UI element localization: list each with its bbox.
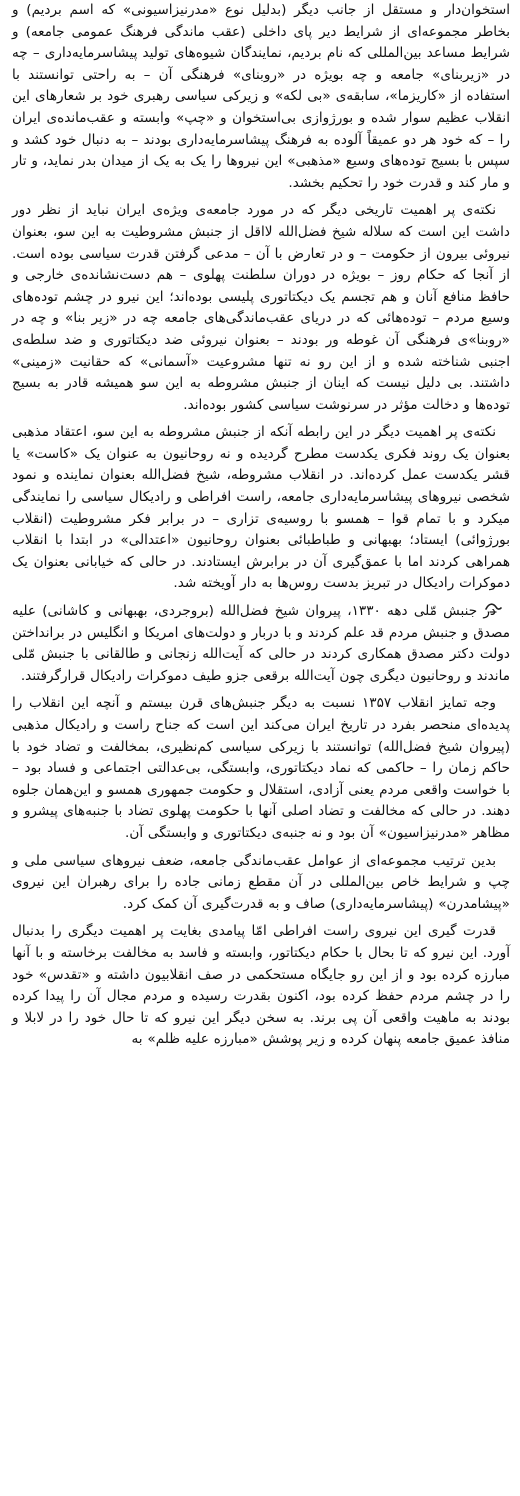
paragraph-5: وجه تمایز انقلاب ۱۳۵۷ نسبت به دیگر جنبش‌های قرن بیستم و آنچه این انقلاب را پدیده‌ای منحصر بفرد در تاریخ ایران می‌کند این است که جناح راست و رادیکال مذهبی (پیروان شیخ فضل‌الله) توانستند با زیرکی سیاسی کم‌نظیری، بمخالفت و تضاد خود با حاکم زمان را – حاکمی که نماد دیکتاتوری، وابستگی، بی‌عدالتی اجتماعی و فساد بود – با خواست واقعی مردم یعنی آزادی، استقلال و حکومت جمهوری همسو و این‌همان جلوه دهند. در حالی که مخالفت و تضاد اصلی آنها با حکومت پهلوی تضاد با جنبه‌های پیشرو و مظاهر «مدرنیزاسیون» آن بود و نه جنبه‌ی دیکتاتوری و وابستگی آن. [12, 695, 510, 841]
paragraph-3: نکته‌ی پر اهمیت دیگر در این رابطه آنکه از جنبش مشروطه به این سو، اعتقاد مذهبی بعنوان یک روند فکری یکدست مطرح گردیده و نه روحانیون به عنوان یک «کاست» یا قشر یکدست عمل کرده‌اند. در انقلاب مشروطه، شیخ فضل‌الله بعنوان نماینده و نمود شخصی نیروهای پیشاسرمایه‌داری جامعه، راست افراطی و رادیکال سیاسی را نمایندگی میکرد و با تمام قوا – همسو با روسیه‌ی تزاری – در برابر فکر مشروطیت (انقلاب بورژوائی) ایستاد؛ بهبهانی و طباطبائی بعنوان روحانیون «اعتدالی» در ابتدا با انقلاب همراهی کردند اما با عمق‌گیری آن در برابرش ایستادند. در حالی که خیابانی بعنوان یک دموکرات رادیکال در تبریز بدست روس‌ها به دار آویخته شد. [12, 424, 510, 592]
paragraph-7: قدرت گیری این نیروی راست افراطی امّا پیامدی بغایت پر اهمیت دیگری را بدنبال آورد. این نیرو که تا بحال با حکام دیکتاتور، وابسته و فاسد به مخالفت برخاسته و با آنها مبارزه کرده بود و از این رو جایگاه مستحکمی در صف انقلابیون داشته و «تقدس» خود را در چشم مردم حفظ کرده بود، اکنون بقدرت رسیده و مردم مجال آن را پیدا کرده بودند به ماهیت واقعی آن پی برند. به سخن دیگر این نیرو که تا حال خود را در لابلا و منافذ عمیق جامعه پنهان کرده و زیر پوشش «مبارزه علیه ظلم» به [12, 923, 510, 1048]
paragraph-6: بدین ترتیب مجموعه‌ای از عوامل عقب‌ماندگی جامعه، ضعف نیروهای سیاسی ملی و چپ و شرایط خاص بین‌المللی در آن مقطع زمانی جاده را برای رهبران این نیروی «پیشامدرن» (پیشاسرمایه‌داری) صاف و به قدرت‌گیری آن کمک کرد. [12, 852, 510, 912]
handwritten-margin-mark-icon [482, 597, 504, 619]
paragraph-1: استخوان‌دار و مستقل از جانب دیگر (بدلیل نوع «مدرنیزاسیونی» که اسم بردیم) و بخاطر مجموعه‌ای از شرایط دیر پای داخلی (عقب ماندگی فرهنگ عمومی جامعه) و شرایط مساعد بین‌المللی که نام بردیم، نمایندگان شیوه‌های تولید پیشاسرمایه‌داری – چه در «زیربنای» جامعه و چه بویژه در «روبنای» فرهنگی آن – به راحتی توانستند با استفاده از «کاریزما»، سابقه‌ی «بی لکه» و زیرکی سیاسی رهبری خود بر شعارهای این انقلاب عظیم سوار شده و بورژوازی بی‌استخوان و «چپ» وابسته و عقب‌مانده‌ی ایران را – که خود هر دو عمیقاً آلوده به فرهنگ پیشاسرمایه‌داری بودند – به دنبال خود کشد و سپس با بسیج توده‌های وسیع «مذهبی» این نیروها را یک به یک از میدان بدر نماید، و تار و مار کند و قدرت خود را تحکیم بخشد. [12, 2, 510, 191]
paragraph-2: نکته‌ی پر اهمیت تاریخی دیگر که در مورد جامعه‌ی ویژه‌ی ایران نباید از نظر دور داشت این است که سلاله شیخ فضل‌الله لااقل از جنبش مشروطیت به این سو، بعنوان نیروئی بیرون از حکومت – و در تعارض با آن – مدعی گرفتن قدرت سیاسی بوده است. از آنجا که حکام روز – بویژه در دوران سلطنت پهلوی – هم دست‌نشانده‌ی خارجی و حافظ منافع آنان و هم تجسم یک دیکتاتوری پلیسی بوده‌اند؛ این نیرو در چشم توده‌های وسیع مردم – توده‌هائی که در دریای عقب‌ماندگی‌های جامعه چه در «زیر بنا» و چه در «روبنا»ی فرهنگی آن غوطه ور بودند – بعنوان نیروئی ضد دیکتاتوری و ضد سلطه‌ی اجنبی شناخته شده و از این رو نه تنها مشروعیت «آسمانی» که حقانیت «زمینی» داشتند. بی دلیل نیست که اینان از جنبش مشروطه به این سو همیشه قادر به بسیج توده‌ها و دخالت مؤثر در سرنوشت سیاسی کشور بوده‌اند. [12, 202, 510, 413]
paragraph-4: در جنبش مّلی دهه ۱۳۳۰، پیروان شیخ فضل‌الله (بروجردی، بهبهانی و کاشانی) علیه مصدق و جنبش مردم قد علم کردند و با دربار و دولت‌های امریکا و انگلیس در برانداختن دولت دکتر مصدق همکاری کردند در حالی که آیت‌الله زنجانی و طالقانی با جنبش مّلی ماندند و روحانیون دیگری چون آیت‌الله برقعی جزو طیف دموکرات رادیکال قرارگرفتند. [12, 603, 510, 684]
